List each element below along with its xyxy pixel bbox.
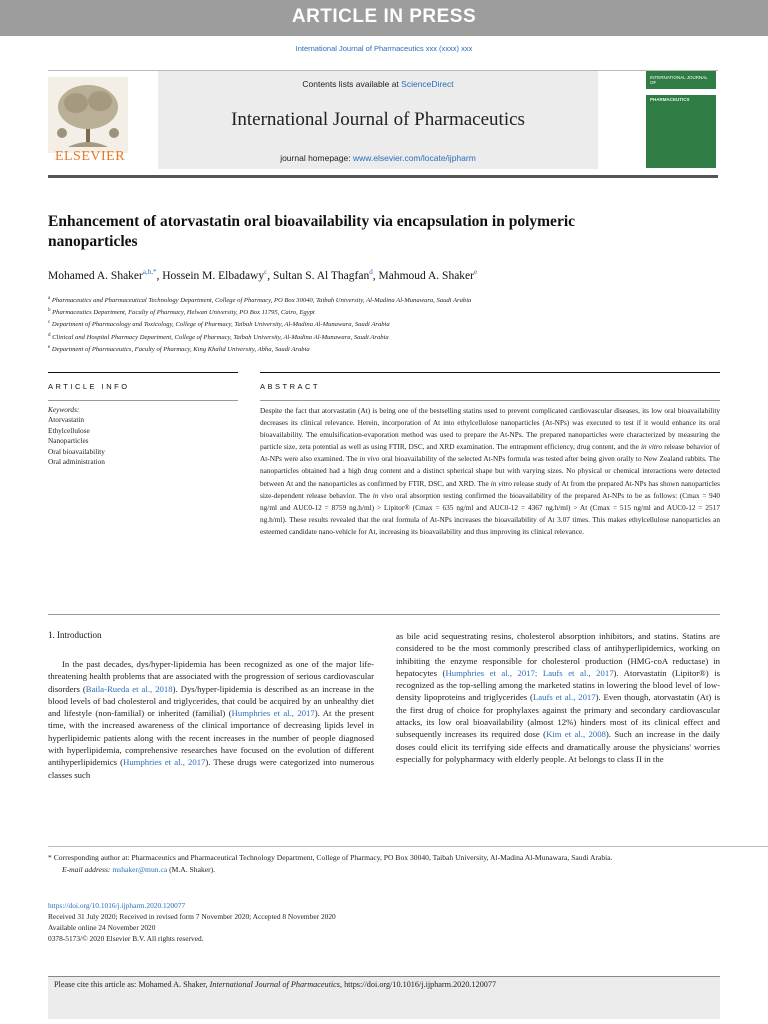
- journal-title: International Journal of Pharmaceutics: [231, 109, 525, 130]
- reference-link[interactable]: Baila-Rueda et al., 2018: [85, 683, 173, 694]
- article-info-heading: ARTICLE INFO: [48, 382, 130, 391]
- article-info-rule: [48, 372, 238, 373]
- contents-prefix: Contents lists available at: [302, 79, 402, 89]
- author-name[interactable]: Mahmoud A. Shaker: [378, 269, 474, 282]
- masthead-center: [158, 71, 598, 169]
- keyword-item: Oral administration: [48, 457, 105, 467]
- abstract-bottom-rule: [48, 614, 720, 615]
- introduction-heading: 1. Introduction: [48, 630, 102, 640]
- author-name[interactable]: Sultan S. Al Thagfan: [272, 269, 370, 282]
- intro-left-column: In the past decades, dys/hyper-lipidemia has been recognized as one of the major life-threatening health problems that are associated with the progression of serious cardiovascular disorders (Baila-Rueda et al., 2018). Dys/hyper-lipidemia is described as an increase in the blood levels of bad cholesterol and triglycerides, that could be acquired by an unhealthy diet and lifestyle (non-familial) or inherited (familial) (Humphries et al., 2017). At the present time, with the increased awareness of the clinical importance of decreasing lipids level in hyperlipidemic patients along with the recent increases in the number of people diagnosed with hyperlipidemia, comprehensive researches have focused on the evolution of different antihyperlipidemics (Humphries et al., 2017). These drugs were categorized into numerous classes such: [48, 659, 374, 780]
- intro-right-column: as bile acid sequestrating resins, cholesterol absorption inhibitors, and statins. Statins are considered to be the most commonly prescribed class of antihyperlipidemics, working on inhibiting the enzyme responsible for cholesterol production (HMG-coA reductase) in hepatocytes (Humphries et al., 2017; Laufs et al., 2017). Atorvastatin (Lipitor®) is recognized as the top-selling among the marketed statins in lowering the blood level of low-density lipoproteins and triglycerides (Laufs et al., 2017). Even though, atorvastatin (At) is the first drug of choice for prophylaxes against the primary and secondary cardiovascular attacks, its low oral bioavailability (almost 12%) hinders most of its clinical effect and subsequently increases its required dose (Kim et al., 2008). Such an increase in the daily doses could elicit its terrifying side effects and dramatically arouse the physicians' worries especially for polypharmacy with elderly people. At belongs to class II in the: [396, 631, 721, 764]
- author-name[interactable]: Mohamed A. Shaker: [48, 269, 143, 282]
- homepage-link[interactable]: www.elsevier.com/locate/ijpharm: [352, 153, 476, 163]
- author-sup[interactable]: a,b,*: [142, 268, 157, 276]
- homepage-prefix: journal homepage:: [280, 153, 353, 163]
- journal-citation-link[interactable]: International Journal of Pharmaceutics xxx (xxxx) xxx: [295, 44, 473, 53]
- email-link[interactable]: mshaker@mun.ca: [112, 864, 168, 874]
- reference-link[interactable]: Humphries et al., 2017; Laufs et al., 2017: [445, 667, 614, 678]
- keyword-item: Nanoparticles: [48, 436, 89, 446]
- keyword-item: Ethylcellulose: [48, 425, 90, 435]
- copyright-line: 0378-5173/© 2020 Elsevier B.V. All rights reserved.: [48, 934, 204, 943]
- author-sup[interactable]: d: [369, 268, 373, 276]
- affiliation-item: $^d$ Clinical and Hospital Pharmacy Department, College of Pharmacy, Taibah University, Al-Madina Al-Munawara, Saudi Arabia: [48, 332, 389, 341]
- affiliation-item: $^b$ Pharmaceutics Department, Faculty of Pharmacy, Helwan University, PO Box 11795, Cairo, Egypt: [48, 308, 315, 317]
- contents-line: [158, 79, 598, 89]
- author-list: Mohamed A. Shaker$^{a,b,*}$, Hossein M. Elbadawy$^c$, Sultan S. Al Thagfan$^d$, Mahmoud A. Shaker$^e$: [48, 268, 478, 282]
- author-sup[interactable]: c: [264, 268, 268, 276]
- sciencedirect-link[interactable]: ScienceDirect: [401, 79, 454, 89]
- article-info-subrule: [48, 400, 238, 401]
- author-name[interactable]: Hossein M. Elbadawy: [162, 269, 265, 282]
- homepage-line: [158, 153, 598, 163]
- abstract-rule: [260, 372, 720, 373]
- abstract-subrule: [260, 400, 720, 401]
- corresponding-author-note: * Corresponding author at: Pharmaceutics and Pharmaceutical Technology Department, College of Pharmacy, PO Box 30040, Taibah University, Al-Madina Al-Munawara, Saudi Arabia.: [48, 853, 613, 862]
- citation-box: [48, 976, 720, 1019]
- keyword-item: Oral bioavailability: [48, 446, 105, 456]
- article-dates: [48, 900, 728, 944]
- elsevier-wordmark: ELSEVIER: [54, 149, 126, 164]
- journal-masthead: [48, 70, 718, 178]
- citation-text: Please cite this article as: Mohamed A. Shaker, International Journal of Pharmaceutics, https://doi.org/10.1016/j.ijpharm.2020.120077: [54, 980, 497, 989]
- affiliation-item: $^c$ Department of Pharmacology and Toxicology, College of Pharmacy, Taibah University, Al-Madina Al-Munawara, Saudi Arabia: [48, 320, 390, 329]
- received-line: Received 31 July 2020; Received in revised form 7 November 2020; Accepted 8 November 2020: [48, 912, 336, 921]
- reference-link[interactable]: Kim et al., 2008: [546, 729, 606, 740]
- reference-link[interactable]: Humphries et al., 2017: [123, 757, 206, 768]
- abstract-text: Despite the fact that atorvastatin (At) is being one of the bestselling statins used to prevent complicated cardiovascular diseases, its low oral bioavailability decreases its clinical relevance. Herein, incorporation of At into ethylcellulose nanoparticles (At-NPs) was executed to test if it would enhance its oral bioavailability. The emulsification-evaporation method was used to prepare the At-NPs. The prepared nanoparticles were characterized by measuring the particle size, zeta potential as well as using FTIR, DSC, and XRD examination. The entrapment efficiency, drug content, and the in vitro release behavior of At-NPs were also examined. The in vivo oral bioavailability of the selected At-NPs formula was tested after being given orally to New Zealand rabbits. The nanoparticles obtained had a high drug content and a distinct spherical shape but with varying sizes. No physical or chemical interactions were detected between At and the nanoparticles as confirmed by FTIR, DSC, and XRD. The in vitro release study of At from the prepared At-NPs has shown nanoparticles size-dependent release behavior. The in vivo oral absorption testing confirmed the bioavailability of the prepared At-NPs to be as follows: (Cmax = 940 ng/ml and AUC0-12 = 8759 ng.h/ml) > Lipitor® (Cmax = 635 ng/ml and AUC0-12 = 4367 ng.h/ml) > At (Cmax = 515 ng/ml and AUC0-12 = 2517 ng.h/ml). These results revealed that the oral formula of At-NPs increases the bioavailability of At 3.07 times. This makes ethylcellulose nanoparticles an esteemed candidate nano-vehicle for At, increasing its bioavailability and thus improving its clinical relevance.: [260, 406, 721, 536]
- cover-top-text: INTERNATIONAL JOURNAL OF: [650, 75, 708, 85]
- keywords-label: Keywords:: [48, 405, 80, 414]
- affiliation-item: $^a$ Pharmaceutics and Pharmaceutical Technology Department, College of Pharmacy, PO Box 30040, Taibah University, Al-Madina Al-Munawara, Saudi Arabia: [48, 296, 472, 305]
- affiliations: [48, 294, 728, 355]
- reference-link[interactable]: Laufs et al., 2017: [532, 692, 596, 703]
- online-line: Available online 24 November 2020: [48, 923, 156, 932]
- keywords-block: [48, 405, 228, 467]
- affiliation-item: $^e$ Department of Pharmaceutics, Faculty of Pharmacy, King Khalid University, Abha, Saudi Arabia: [48, 344, 310, 353]
- author-sup[interactable]: e: [474, 268, 478, 276]
- footnote-rule: [48, 846, 768, 847]
- footnotes: [48, 852, 728, 875]
- reference-link[interactable]: Humphries et al., 2017: [231, 708, 315, 719]
- doi-link[interactable]: https://doi.org/10.1016/j.ijpharm.2020.120077: [48, 901, 186, 910]
- abstract-heading: ABSTRACT: [260, 382, 321, 391]
- cover-title-text: PHARMACEUTICS: [650, 97, 690, 102]
- cover-stripe: [646, 89, 716, 95]
- journal-cover-thumbnail: [646, 71, 716, 168]
- keyword-item: Atorvastatin: [48, 415, 85, 425]
- article-in-press-banner: ARTICLE IN PRESS: [0, 0, 768, 36]
- article-title: Enhancement of atorvastatin oral bioavailability via encapsulation in polymeric nanoparticles: [48, 213, 576, 250]
- email-line: E-mail address: mshaker@mun.ca (M.A. Shaker).: [62, 864, 216, 874]
